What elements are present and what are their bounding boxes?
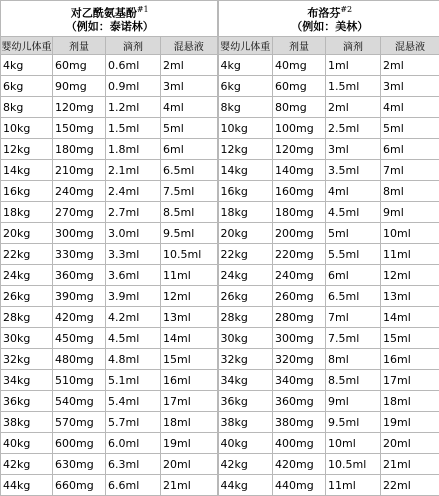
acetaminophen-title: 对乙酰氨基酚 xyxy=(71,6,137,19)
acetaminophen-weight-cell: 40kg xyxy=(1,433,53,454)
ibuprofen-example: （例如：美林） xyxy=(221,20,439,34)
table-row xyxy=(1,412,439,433)
acetaminophen-drops-cell: 2.4ml xyxy=(106,181,161,202)
table-row xyxy=(1,328,439,349)
ibuprofen-drops-cell: 9.5ml xyxy=(326,412,381,433)
acetaminophen-suspension-cell: 15ml xyxy=(161,349,218,370)
ibuprofen-dose-cell: 60mg xyxy=(273,76,326,97)
acetaminophen-drops-cell: 5.1ml xyxy=(106,370,161,391)
acetaminophen-weight-cell: 32kg xyxy=(1,349,53,370)
ibuprofen-drops-cell: 10.5ml xyxy=(326,454,381,475)
ibuprofen-drops-cell: 1ml xyxy=(326,55,381,76)
acetaminophen-drops-cell: 5.4ml xyxy=(106,391,161,412)
acetaminophen-dose-cell: 150mg xyxy=(53,118,106,139)
ibuprofen-suspension-cell: 6ml xyxy=(381,139,439,160)
acetaminophen-dose-cell: 270mg xyxy=(53,202,106,223)
acetaminophen-weight-cell: 30kg xyxy=(1,328,53,349)
ibuprofen-drops-cell: 11ml xyxy=(326,475,381,496)
ibuprofen-weight-cell: 18kg xyxy=(218,202,273,223)
acetaminophen-dose-cell: 600mg xyxy=(53,433,106,454)
ibuprofen-drops-cell: 9ml xyxy=(326,391,381,412)
acetaminophen-dose-cell: 210mg xyxy=(53,160,106,181)
ibuprofen-drops-header: 滴剂 xyxy=(326,37,381,55)
acetaminophen-suspension-cell: 5ml xyxy=(161,118,218,139)
ibuprofen-suspension-cell: 20ml xyxy=(381,433,439,454)
acetaminophen-weight-cell: 42kg xyxy=(1,454,53,475)
ibuprofen-weight-cell: 40kg xyxy=(218,433,273,454)
ibuprofen-drops-cell: 7.5ml xyxy=(326,328,381,349)
ibuprofen-suspension-cell: 11ml xyxy=(381,244,439,265)
acetaminophen-weight-cell: 44kg xyxy=(1,475,53,496)
ibuprofen-weight-cell: 14kg xyxy=(218,160,273,181)
ibuprofen-dose-cell: 200mg xyxy=(273,223,326,244)
ibuprofen-suspension-cell: 16ml xyxy=(381,349,439,370)
ibuprofen-drops-cell: 1.5ml xyxy=(326,76,381,97)
acetaminophen-weight-cell: 36kg xyxy=(1,391,53,412)
acetaminophen-drops-cell: 4.5ml xyxy=(106,328,161,349)
acetaminophen-suspension-cell: 11ml xyxy=(161,265,218,286)
ibuprofen-drops-cell: 7ml xyxy=(326,307,381,328)
ibuprofen-suspension-cell: 8ml xyxy=(381,181,439,202)
ibuprofen-drops-cell: 10ml xyxy=(326,433,381,454)
acetaminophen-drops-cell: 1.8ml xyxy=(106,139,161,160)
acetaminophen-group-header xyxy=(1,1,218,37)
acetaminophen-footnote-mark: #1 xyxy=(137,5,149,14)
ibuprofen-dose-header: 剂量 xyxy=(273,37,326,55)
acetaminophen-dose-header: 剂量 xyxy=(53,37,106,55)
acetaminophen-suspension-cell: 17ml xyxy=(161,391,218,412)
table-row xyxy=(1,391,439,412)
ibuprofen-drops-cell: 5.5ml xyxy=(326,244,381,265)
table-row xyxy=(1,307,439,328)
acetaminophen-drops-header: 滴剂 xyxy=(106,37,161,55)
acetaminophen-weight-cell: 8kg xyxy=(1,97,53,118)
acetaminophen-suspension-cell: 4ml xyxy=(161,97,218,118)
acetaminophen-example: （例如：泰诺林） xyxy=(3,20,217,34)
ibuprofen-weight-cell: 10kg xyxy=(218,118,273,139)
acetaminophen-dose-cell: 390mg xyxy=(53,286,106,307)
column-header-row xyxy=(1,37,439,55)
table-body xyxy=(1,55,439,496)
acetaminophen-dose-cell: 570mg xyxy=(53,412,106,433)
ibuprofen-dose-cell: 440mg xyxy=(273,475,326,496)
acetaminophen-dose-cell: 330mg xyxy=(53,244,106,265)
ibuprofen-weight-cell: 36kg xyxy=(218,391,273,412)
acetaminophen-weight-cell: 28kg xyxy=(1,307,53,328)
acetaminophen-dose-cell: 540mg xyxy=(53,391,106,412)
acetaminophen-weight-cell: 14kg xyxy=(1,160,53,181)
acetaminophen-suspension-cell: 19ml xyxy=(161,433,218,454)
acetaminophen-suspension-cell: 9.5ml xyxy=(161,223,218,244)
group-title-row xyxy=(1,1,439,37)
ibuprofen-dose-cell: 140mg xyxy=(273,160,326,181)
acetaminophen-weight-cell: 12kg xyxy=(1,139,53,160)
acetaminophen-weight-header: 婴幼儿体重 xyxy=(1,37,53,55)
ibuprofen-weight-cell: 12kg xyxy=(218,139,273,160)
acetaminophen-drops-cell: 2.7ml xyxy=(106,202,161,223)
ibuprofen-dose-cell: 100mg xyxy=(273,118,326,139)
ibuprofen-weight-cell: 4kg xyxy=(218,55,273,76)
ibuprofen-suspension-cell: 2ml xyxy=(381,55,439,76)
acetaminophen-suspension-cell: 13ml xyxy=(161,307,218,328)
acetaminophen-suspension-cell: 7.5ml xyxy=(161,181,218,202)
table-row xyxy=(1,202,439,223)
table-row xyxy=(1,265,439,286)
table-row xyxy=(1,181,439,202)
ibuprofen-dose-cell: 380mg xyxy=(273,412,326,433)
ibuprofen-drops-cell: 4ml xyxy=(326,181,381,202)
acetaminophen-suspension-cell: 2ml xyxy=(161,55,218,76)
table-row xyxy=(1,244,439,265)
acetaminophen-drops-cell: 4.2ml xyxy=(106,307,161,328)
acetaminophen-suspension-cell: 6.5ml xyxy=(161,160,218,181)
ibuprofen-weight-cell: 22kg xyxy=(218,244,273,265)
ibuprofen-drops-cell: 3ml xyxy=(326,139,381,160)
acetaminophen-drops-cell: 3.6ml xyxy=(106,265,161,286)
ibuprofen-dose-cell: 180mg xyxy=(273,202,326,223)
acetaminophen-dose-cell: 630mg xyxy=(53,454,106,475)
acetaminophen-weight-cell: 34kg xyxy=(1,370,53,391)
acetaminophen-weight-cell: 26kg xyxy=(1,286,53,307)
ibuprofen-suspension-cell: 7ml xyxy=(381,160,439,181)
acetaminophen-weight-cell: 18kg xyxy=(1,202,53,223)
ibuprofen-suspension-cell: 21ml xyxy=(381,454,439,475)
table-row xyxy=(1,475,439,496)
ibuprofen-dose-cell: 260mg xyxy=(273,286,326,307)
ibuprofen-dose-cell: 400mg xyxy=(273,433,326,454)
table-row xyxy=(1,454,439,475)
acetaminophen-weight-cell: 38kg xyxy=(1,412,53,433)
ibuprofen-dose-cell: 80mg xyxy=(273,97,326,118)
ibuprofen-suspension-cell: 10ml xyxy=(381,223,439,244)
table-row xyxy=(1,97,439,118)
acetaminophen-drops-cell: 5.7ml xyxy=(106,412,161,433)
acetaminophen-drops-cell: 6.0ml xyxy=(106,433,161,454)
ibuprofen-group-header xyxy=(218,1,439,37)
table-row xyxy=(1,160,439,181)
acetaminophen-drops-cell: 2.1ml xyxy=(106,160,161,181)
acetaminophen-suspension-cell: 10.5ml xyxy=(161,244,218,265)
acetaminophen-dose-cell: 480mg xyxy=(53,349,106,370)
acetaminophen-drops-cell: 1.5ml xyxy=(106,118,161,139)
acetaminophen-suspension-cell: 18ml xyxy=(161,412,218,433)
ibuprofen-weight-cell: 34kg xyxy=(218,370,273,391)
ibuprofen-weight-cell: 26kg xyxy=(218,286,273,307)
acetaminophen-dose-cell: 120mg xyxy=(53,97,106,118)
acetaminophen-drops-cell: 6.6ml xyxy=(106,475,161,496)
ibuprofen-suspension-cell: 19ml xyxy=(381,412,439,433)
ibuprofen-suspension-cell: 12ml xyxy=(381,265,439,286)
acetaminophen-suspension-cell: 12ml xyxy=(161,286,218,307)
table-row xyxy=(1,370,439,391)
ibuprofen-dose-cell: 360mg xyxy=(273,391,326,412)
acetaminophen-drops-cell: 3.0ml xyxy=(106,223,161,244)
acetaminophen-weight-cell: 24kg xyxy=(1,265,53,286)
acetaminophen-dose-cell: 420mg xyxy=(53,307,106,328)
ibuprofen-dose-cell: 420mg xyxy=(273,454,326,475)
ibuprofen-dose-cell: 320mg xyxy=(273,349,326,370)
ibuprofen-weight-cell: 44kg xyxy=(218,475,273,496)
acetaminophen-dose-cell: 300mg xyxy=(53,223,106,244)
acetaminophen-suspension-cell: 8.5ml xyxy=(161,202,218,223)
ibuprofen-suspension-cell: 14ml xyxy=(381,307,439,328)
ibuprofen-suspension-header: 混悬液 xyxy=(381,37,439,55)
table-row xyxy=(1,55,439,76)
acetaminophen-drops-cell: 0.9ml xyxy=(106,76,161,97)
acetaminophen-weight-cell: 10kg xyxy=(1,118,53,139)
ibuprofen-dose-cell: 120mg xyxy=(273,139,326,160)
acetaminophen-dose-cell: 180mg xyxy=(53,139,106,160)
acetaminophen-weight-cell: 6kg xyxy=(1,76,53,97)
ibuprofen-suspension-cell: 3ml xyxy=(381,76,439,97)
acetaminophen-dose-cell: 660mg xyxy=(53,475,106,496)
table-row xyxy=(1,118,439,139)
acetaminophen-dose-cell: 90mg xyxy=(53,76,106,97)
acetaminophen-suspension-cell: 14ml xyxy=(161,328,218,349)
ibuprofen-weight-cell: 42kg xyxy=(218,454,273,475)
ibuprofen-weight-cell: 20kg xyxy=(218,223,273,244)
ibuprofen-drops-cell: 6ml xyxy=(326,265,381,286)
ibuprofen-dose-cell: 280mg xyxy=(273,307,326,328)
ibuprofen-suspension-cell: 18ml xyxy=(381,391,439,412)
acetaminophen-dose-cell: 510mg xyxy=(53,370,106,391)
ibuprofen-weight-cell: 30kg xyxy=(218,328,273,349)
acetaminophen-weight-cell: 20kg xyxy=(1,223,53,244)
ibuprofen-dose-cell: 220mg xyxy=(273,244,326,265)
ibuprofen-dose-cell: 240mg xyxy=(273,265,326,286)
ibuprofen-weight-cell: 28kg xyxy=(218,307,273,328)
acetaminophen-suspension-cell: 20ml xyxy=(161,454,218,475)
ibuprofen-drops-cell: 2ml xyxy=(326,97,381,118)
ibuprofen-weight-cell: 32kg xyxy=(218,349,273,370)
ibuprofen-weight-cell: 6kg xyxy=(218,76,273,97)
acetaminophen-drops-cell: 3.3ml xyxy=(106,244,161,265)
table-row xyxy=(1,286,439,307)
acetaminophen-dose-cell: 60mg xyxy=(53,55,106,76)
ibuprofen-suspension-cell: 4ml xyxy=(381,97,439,118)
ibuprofen-dose-cell: 160mg xyxy=(273,181,326,202)
ibuprofen-dose-cell: 40mg xyxy=(273,55,326,76)
table-row xyxy=(1,76,439,97)
acetaminophen-suspension-cell: 3ml xyxy=(161,76,218,97)
ibuprofen-weight-header: 婴幼儿体重 xyxy=(218,37,273,55)
acetaminophen-dose-cell: 240mg xyxy=(53,181,106,202)
table-row xyxy=(1,349,439,370)
ibuprofen-dose-cell: 340mg xyxy=(273,370,326,391)
ibuprofen-footnote-mark: #2 xyxy=(340,5,352,14)
ibuprofen-suspension-cell: 17ml xyxy=(381,370,439,391)
acetaminophen-drops-cell: 0.6ml xyxy=(106,55,161,76)
ibuprofen-weight-cell: 8kg xyxy=(218,97,273,118)
ibuprofen-dose-cell: 300mg xyxy=(273,328,326,349)
ibuprofen-drops-cell: 4.5ml xyxy=(326,202,381,223)
ibuprofen-weight-cell: 24kg xyxy=(218,265,273,286)
ibuprofen-drops-cell: 5ml xyxy=(326,223,381,244)
table-row xyxy=(1,433,439,454)
ibuprofen-weight-cell: 16kg xyxy=(218,181,273,202)
acetaminophen-weight-cell: 4kg xyxy=(1,55,53,76)
ibuprofen-suspension-cell: 5ml xyxy=(381,118,439,139)
acetaminophen-suspension-cell: 21ml xyxy=(161,475,218,496)
ibuprofen-suspension-cell: 15ml xyxy=(381,328,439,349)
ibuprofen-title: 布洛芬 xyxy=(307,6,340,19)
acetaminophen-drops-cell: 4.8ml xyxy=(106,349,161,370)
acetaminophen-dose-cell: 450mg xyxy=(53,328,106,349)
acetaminophen-weight-cell: 16kg xyxy=(1,181,53,202)
acetaminophen-weight-cell: 22kg xyxy=(1,244,53,265)
ibuprofen-suspension-cell: 9ml xyxy=(381,202,439,223)
acetaminophen-drops-cell: 1.2ml xyxy=(106,97,161,118)
acetaminophen-suspension-cell: 6ml xyxy=(161,139,218,160)
table-row xyxy=(1,139,439,160)
ibuprofen-drops-cell: 6.5ml xyxy=(326,286,381,307)
ibuprofen-suspension-cell: 13ml xyxy=(381,286,439,307)
acetaminophen-suspension-cell: 16ml xyxy=(161,370,218,391)
ibuprofen-drops-cell: 2.5ml xyxy=(326,118,381,139)
ibuprofen-drops-cell: 8.5ml xyxy=(326,370,381,391)
table-row xyxy=(1,223,439,244)
acetaminophen-drops-cell: 6.3ml xyxy=(106,454,161,475)
acetaminophen-suspension-header: 混悬液 xyxy=(161,37,218,55)
ibuprofen-drops-cell: 3.5ml xyxy=(326,160,381,181)
acetaminophen-dose-cell: 360mg xyxy=(53,265,106,286)
ibuprofen-weight-cell: 38kg xyxy=(218,412,273,433)
ibuprofen-drops-cell: 8ml xyxy=(326,349,381,370)
ibuprofen-suspension-cell: 22ml xyxy=(381,475,439,496)
acetaminophen-drops-cell: 3.9ml xyxy=(106,286,161,307)
